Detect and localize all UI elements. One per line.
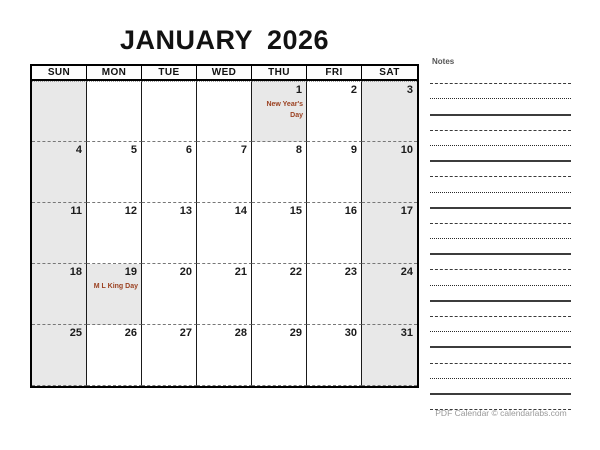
notes-line [430, 209, 571, 224]
day-number: 20 [179, 266, 192, 278]
day-number: 4 [75, 144, 82, 156]
calendar-cell [32, 325, 87, 386]
day-number: 17 [400, 205, 413, 217]
calendar-cell [197, 81, 252, 142]
notes-line [430, 99, 571, 115]
calendar-cell [142, 264, 197, 325]
notes-line [430, 348, 571, 363]
calendar-cell [307, 325, 362, 386]
holiday-label: New Year's Day [266, 101, 303, 119]
day-number: 22 [289, 266, 302, 278]
calendar-cell [32, 264, 87, 325]
calendar-cell [307, 203, 362, 264]
calendar-cell [252, 142, 307, 203]
calendar-cell [142, 142, 197, 203]
calendar-cell [252, 81, 307, 142]
day-number: 12 [124, 205, 137, 217]
notes-line [430, 364, 571, 379]
day-number: 3 [406, 84, 413, 96]
calendar-cell [307, 142, 362, 203]
calendar-grid [30, 64, 419, 388]
footer-credit: PDF Calendar © calendarlabs.com [435, 408, 567, 418]
notes-lines [430, 69, 571, 410]
calendar-cell [197, 264, 252, 325]
calendar-cell [32, 81, 87, 142]
day-number [87, 82, 141, 96]
holiday-label: M L King Day [93, 283, 138, 290]
calendar-cell [307, 81, 362, 142]
day-header-sun: SUN [32, 66, 87, 81]
calendar-cell [197, 325, 252, 386]
day-number: 11 [70, 205, 82, 217]
calendar-cell [362, 81, 417, 142]
day-number: 24 [400, 266, 413, 278]
day-number: 16 [344, 205, 357, 217]
notes-line [430, 193, 571, 209]
day-number: 26 [124, 327, 137, 339]
notes-line [430, 317, 571, 332]
notes-line [430, 255, 571, 270]
notes-line [430, 286, 571, 302]
calendar-cell [87, 142, 142, 203]
calendar-cell [32, 203, 87, 264]
notes-line [430, 379, 571, 395]
year-label: 2026 [266, 25, 330, 55]
day-number: 31 [400, 327, 413, 339]
calendar-cell [252, 325, 307, 386]
calendar-cell [362, 264, 417, 325]
notes-line [430, 332, 571, 348]
notes-line [430, 116, 571, 131]
notes-line [430, 162, 571, 177]
day-header-fri: FRI [307, 66, 362, 81]
calendar-cell [197, 203, 252, 264]
day-number [197, 82, 251, 96]
day-number: 13 [179, 205, 192, 217]
day-number: 30 [344, 327, 357, 339]
calendar-cell [87, 81, 142, 142]
day-number: 14 [234, 205, 247, 217]
day-header-mon: MON [87, 66, 142, 81]
day-number: 15 [289, 205, 302, 217]
day-header-wed: WED [197, 66, 252, 81]
calendar-cell [362, 325, 417, 386]
day-number: 18 [69, 266, 82, 278]
calendar-title [30, 25, 419, 56]
day-header-sat: SAT [362, 66, 417, 81]
calendar-cell [307, 264, 362, 325]
day-number: 5 [130, 144, 137, 156]
month-name: JANUARY [119, 25, 253, 55]
notes-line [430, 302, 571, 317]
calendar-cell [142, 81, 197, 142]
notes-heading: Notes [432, 57, 455, 66]
notes-line [430, 131, 571, 146]
day-number: 27 [179, 327, 192, 339]
day-number: 21 [234, 266, 247, 278]
calendar-cell [87, 325, 142, 386]
notes-line [430, 69, 571, 84]
calendar-cell [197, 142, 252, 203]
calendar-cell [32, 142, 87, 203]
day-number: 1 [295, 84, 302, 96]
calendar-cell [142, 325, 197, 386]
calendar-cell [362, 203, 417, 264]
calendar-cell [362, 142, 417, 203]
calendar-cell [87, 264, 142, 325]
day-header-thu: THU [252, 66, 307, 81]
calendar-cell [142, 203, 197, 264]
calendar-cell [87, 203, 142, 264]
calendar-cell [252, 264, 307, 325]
day-number: 19 [124, 266, 137, 278]
day-number: 23 [344, 266, 357, 278]
day-number [32, 82, 86, 96]
day-number: 8 [295, 144, 302, 156]
day-header-tue: TUE [142, 66, 197, 81]
day-number: 28 [234, 327, 247, 339]
day-number: 6 [185, 144, 192, 156]
notes-line [430, 177, 571, 192]
notes-line [430, 224, 571, 239]
day-number: 29 [289, 327, 302, 339]
day-number: 10 [400, 144, 413, 156]
day-number [142, 82, 196, 96]
calendar-cell [252, 203, 307, 264]
day-number: 7 [240, 144, 247, 156]
notes-line [430, 239, 571, 255]
day-number: 25 [69, 327, 82, 339]
notes-line [430, 84, 571, 99]
notes-line [430, 270, 571, 285]
day-number: 2 [350, 84, 357, 96]
notes-line [430, 146, 571, 162]
day-number: 9 [350, 144, 357, 156]
